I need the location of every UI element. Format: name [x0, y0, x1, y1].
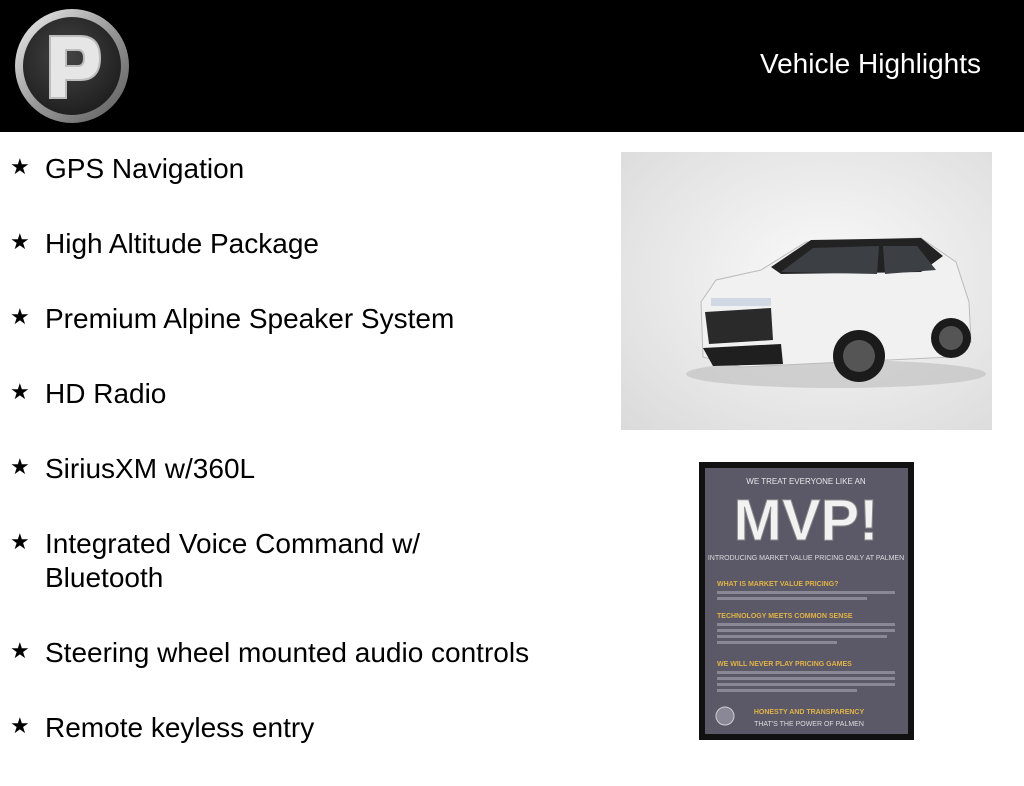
feature-label: High Altitude Package: [45, 228, 319, 259]
ad-footer-2: THAT'S THE POWER OF PALMEN: [754, 721, 864, 728]
list-item: [10, 377, 590, 411]
star-icon: ★: [10, 154, 30, 179]
list-item: [10, 302, 590, 336]
feature-label: Integrated Voice Command w/ Bluetooth: [45, 528, 421, 593]
feature-label: Premium Alpine Speaker System: [45, 303, 455, 334]
list-item: [10, 227, 590, 261]
vehicle-photo: [621, 152, 992, 430]
star-icon: ★: [10, 229, 30, 254]
list-item: [10, 527, 475, 595]
feature-list: [10, 152, 590, 786]
list-item: [10, 452, 590, 486]
ad-section-3: WE WILL NEVER PLAY PRICING GAMES: [717, 661, 852, 668]
star-icon: ★: [10, 638, 30, 663]
star-icon: ★: [10, 379, 30, 404]
ad-section-1: WHAT IS MARKET VALUE PRICING?: [717, 581, 839, 588]
list-item: [10, 152, 590, 186]
star-icon: ★: [10, 529, 30, 554]
ad-section-2: TECHNOLOGY MEETS COMMON SENSE: [717, 613, 853, 620]
star-icon: ★: [10, 454, 30, 479]
star-icon: ★: [10, 713, 30, 738]
page-title: Vehicle Highlights: [759, 48, 981, 79]
feature-label: GPS Navigation: [45, 153, 245, 184]
ad-headline: MVP!: [733, 488, 879, 553]
dealer-logo: [10, 6, 136, 126]
feature-label: Steering wheel mounted audio controls: [45, 637, 530, 668]
feature-label: SiriusXM w/360L: [45, 453, 256, 484]
mvp-pricing-ad: [699, 462, 914, 740]
feature-label: Remote keyless entry: [45, 712, 315, 743]
star-icon: ★: [10, 304, 30, 329]
feature-label: HD Radio: [45, 378, 167, 409]
list-item: [10, 636, 590, 670]
ad-footer-1: HONESTY AND TRANSPARENCY: [753, 709, 865, 716]
ad-intro: INTRODUCING MARKET VALUE PRICING ONLY AT PALMEN: [707, 555, 905, 562]
list-item: [10, 711, 590, 745]
header-bar: [0, 0, 1024, 132]
ad-kicker: WE TREAT EVERYONE LIKE AN: [746, 477, 866, 486]
